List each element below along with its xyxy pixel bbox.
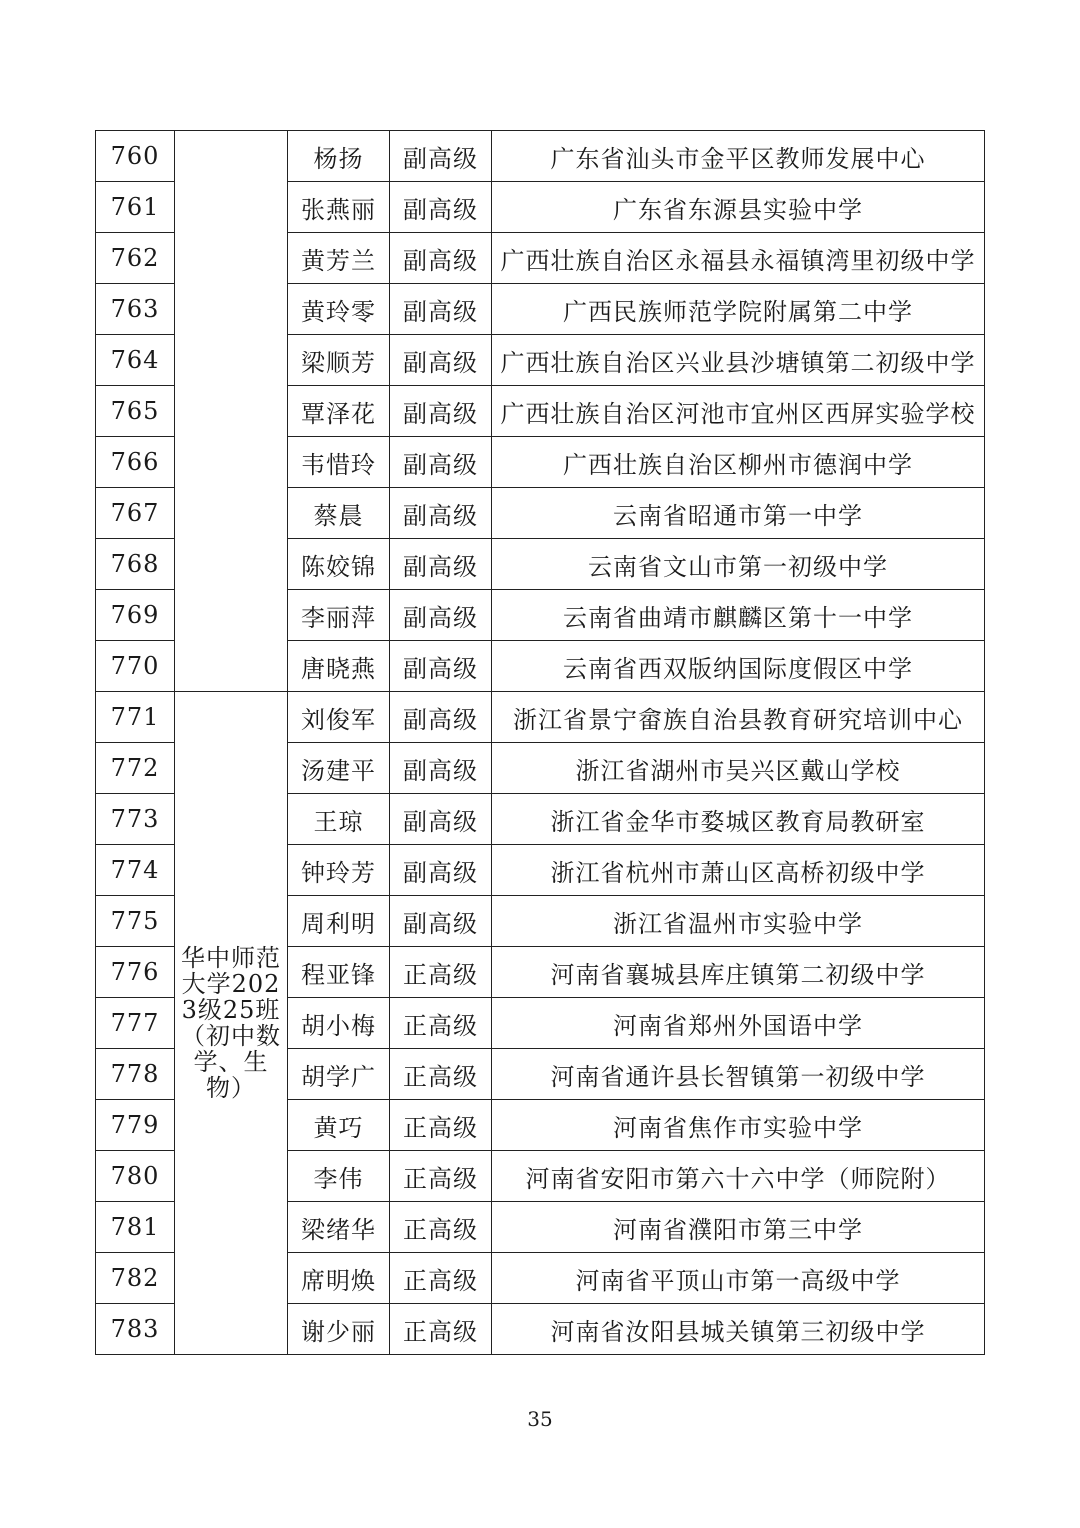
school-name: 河南省通许县长智镇第一初级中学 [492, 1049, 985, 1100]
row-number: 777 [96, 998, 175, 1049]
row-number: 780 [96, 1151, 175, 1202]
professional-title: 正高级 [390, 1151, 492, 1202]
school-name: 河南省襄城县库庄镇第二初级中学 [492, 947, 985, 998]
school-name: 河南省焦作市实验中学 [492, 1100, 985, 1151]
professional-title: 副高级 [390, 335, 492, 386]
row-number: 782 [96, 1253, 175, 1304]
row-number: 769 [96, 590, 175, 641]
professional-title: 正高级 [390, 1100, 492, 1151]
teacher-name: 刘俊军 [288, 692, 390, 743]
teacher-name: 蔡晨 [288, 488, 390, 539]
professional-title: 副高级 [390, 539, 492, 590]
row-number: 783 [96, 1304, 175, 1355]
group-cell-class: 华中师范大学2023级25班（初中数学、生物） [175, 692, 288, 1355]
row-number: 764 [96, 335, 175, 386]
professional-title: 副高级 [390, 488, 492, 539]
teacher-name: 程亚锋 [288, 947, 390, 998]
professional-title: 副高级 [390, 743, 492, 794]
row-number: 773 [96, 794, 175, 845]
school-name: 河南省平顶山市第一高级中学 [492, 1253, 985, 1304]
school-name: 浙江省景宁畲族自治县教育研究培训中心 [492, 692, 985, 743]
row-number: 770 [96, 641, 175, 692]
row-number: 772 [96, 743, 175, 794]
teacher-name: 陈姣锦 [288, 539, 390, 590]
roster-table-body [96, 131, 985, 1355]
teacher-name: 张燕丽 [288, 182, 390, 233]
teacher-name: 王琼 [288, 794, 390, 845]
professional-title: 副高级 [390, 641, 492, 692]
professional-title: 正高级 [390, 1253, 492, 1304]
school-name: 云南省昭通市第一中学 [492, 488, 985, 539]
professional-title: 副高级 [390, 692, 492, 743]
teacher-name: 李丽萍 [288, 590, 390, 641]
teacher-name: 周利明 [288, 896, 390, 947]
table-row [96, 131, 985, 182]
professional-title: 副高级 [390, 284, 492, 335]
teacher-name: 梁顺芳 [288, 335, 390, 386]
school-name: 浙江省温州市实验中学 [492, 896, 985, 947]
row-number: 779 [96, 1100, 175, 1151]
school-name: 广西壮族自治区兴业县沙塘镇第二初级中学 [492, 335, 985, 386]
school-name: 广西壮族自治区柳州市德润中学 [492, 437, 985, 488]
professional-title: 副高级 [390, 233, 492, 284]
row-number: 766 [96, 437, 175, 488]
professional-title: 副高级 [390, 386, 492, 437]
school-name: 河南省安阳市第六十六中学（师院附） [492, 1151, 985, 1202]
school-name: 云南省文山市第一初级中学 [492, 539, 985, 590]
professional-title: 副高级 [390, 182, 492, 233]
teacher-name: 黄玲零 [288, 284, 390, 335]
row-number: 776 [96, 947, 175, 998]
row-number: 765 [96, 386, 175, 437]
professional-title: 正高级 [390, 998, 492, 1049]
school-name: 云南省西双版纳国际度假区中学 [492, 641, 985, 692]
group-cell-previous [175, 131, 288, 692]
professional-title: 正高级 [390, 1049, 492, 1100]
row-number: 774 [96, 845, 175, 896]
teacher-name: 胡学广 [288, 1049, 390, 1100]
teacher-name: 黄芳兰 [288, 233, 390, 284]
professional-title: 正高级 [390, 1202, 492, 1253]
row-number: 768 [96, 539, 175, 590]
row-number: 763 [96, 284, 175, 335]
teacher-name: 胡小梅 [288, 998, 390, 1049]
row-number: 771 [96, 692, 175, 743]
teacher-name: 覃泽花 [288, 386, 390, 437]
school-name: 广东省东源县实验中学 [492, 182, 985, 233]
school-name: 广西壮族自治区河池市宜州区西屏实验学校 [492, 386, 985, 437]
school-name: 浙江省金华市婺城区教育局教研室 [492, 794, 985, 845]
school-name: 广西壮族自治区永福县永福镇湾里初级中学 [492, 233, 985, 284]
teacher-name: 杨扬 [288, 131, 390, 182]
teacher-name: 李伟 [288, 1151, 390, 1202]
school-name: 浙江省杭州市萧山区高桥初级中学 [492, 845, 985, 896]
teacher-name: 席明焕 [288, 1253, 390, 1304]
school-name: 广东省汕头市金平区教师发展中心 [492, 131, 985, 182]
row-number: 762 [96, 233, 175, 284]
teacher-name: 梁绪华 [288, 1202, 390, 1253]
table-row [96, 692, 985, 743]
professional-title: 副高级 [390, 845, 492, 896]
professional-title: 副高级 [390, 896, 492, 947]
row-number: 775 [96, 896, 175, 947]
school-name: 云南省曲靖市麒麟区第十一中学 [492, 590, 985, 641]
row-number: 781 [96, 1202, 175, 1253]
school-name: 浙江省湖州市吴兴区戴山学校 [492, 743, 985, 794]
school-name: 河南省郑州外国语中学 [492, 998, 985, 1049]
teacher-name: 谢少丽 [288, 1304, 390, 1355]
teacher-name: 韦惜玲 [288, 437, 390, 488]
row-number: 767 [96, 488, 175, 539]
professional-title: 副高级 [390, 131, 492, 182]
teacher-name: 汤建平 [288, 743, 390, 794]
row-number: 778 [96, 1049, 175, 1100]
professional-title: 副高级 [390, 590, 492, 641]
teacher-name: 唐晓燕 [288, 641, 390, 692]
row-number: 761 [96, 182, 175, 233]
page-number: 35 [527, 1407, 553, 1431]
school-name: 河南省汝阳县城关镇第三初级中学 [492, 1304, 985, 1355]
teacher-name: 黄巧 [288, 1100, 390, 1151]
professional-title: 副高级 [390, 794, 492, 845]
row-number: 760 [96, 131, 175, 182]
school-name: 河南省濮阳市第三中学 [492, 1202, 985, 1253]
school-name: 广西民族师范学院附属第二中学 [492, 284, 985, 335]
professional-title: 正高级 [390, 947, 492, 998]
professional-title: 正高级 [390, 1304, 492, 1355]
roster-table [95, 130, 985, 1355]
professional-title: 副高级 [390, 437, 492, 488]
teacher-name: 钟玲芳 [288, 845, 390, 896]
